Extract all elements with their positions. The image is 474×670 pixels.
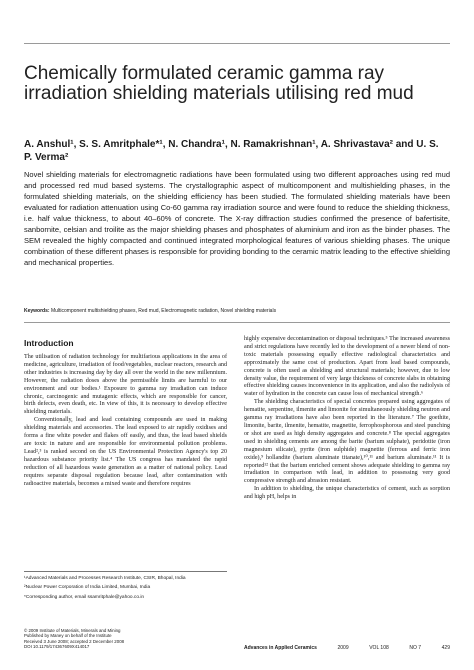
keywords-label: Keywords: — [24, 308, 50, 314]
footnote-corresponding-author: *Corresponding author, email ssamritphale@yahoo.co.in — [24, 594, 145, 600]
journal-number: NO 7 — [409, 645, 422, 651]
footnotes — [24, 576, 227, 604]
keywords-text: Multicomponent multishielding phases, Red mud, Electromagnetic radiation, Novel shielding materials — [50, 308, 277, 314]
section-rule — [24, 322, 450, 323]
body-paragraph: The shielding characteristics of special concretes prepared using aggregates of hematite, serpentine, ilmenite and limonite for simultaneously shielding neutron and gamma ray irradiations have also been reported in the literature.⁷ The goethite, limonite, barite, ilmenite, hematite, magnetite, ferrophosphorous and steel punching or shot are used as high density aggregates and concrete.⁸ The special aggregates used in shielding cements are among the barite (barium sulphate), peridotite (iron magnesium silicate), pyrite (iron sulphide) magnetite (ferrous and ferric iron oxide),⁹ hollandite (barium aluminate titanate),¹⁰,¹¹ and barium aluminate.¹¹ It is reported¹² that the barium enriched cement shows adequate shielding to gamma ray irradiation in comparison with lead, in addition to possessing very good compressive strength and abrasion resistant. — [244, 399, 450, 485]
right-column — [244, 336, 450, 502]
intro-paragraph: Conventionally, lead and lead containing compounds are used in making shielding materials and accessories. The lead exposed to air rapidly oxidises and forms a fine white powder and flakes off easily, and thus, the lead based shields are toxic in nature and are responsible for environmental pollution problems. Lead²,³ is ranked second on the US Environmental Protection Agency's top 20 hazardous substance priority list.⁴ The US congress has mandated the rapid reduction of all hazardous waste generation as a matter of national policy. Lead requires separate disposal regulation because lead, after contamination with radioactive materials, becomes a mixed waste and therefore requires — [24, 417, 227, 487]
article-title: Chemically formulated ceramic gamma ray irradiation shielding materials utilising red mud — [24, 63, 414, 104]
introduction-heading: Introduction — [24, 338, 74, 348]
keywords — [24, 308, 450, 315]
left-column — [24, 338, 227, 488]
journal-year: 2009 — [337, 645, 349, 651]
journal-footer — [244, 645, 450, 652]
journal-name: Advances in Applied Ceramics — [244, 645, 317, 651]
copyright-line: © 2009 Institute of Materials, Minerals and Mining — [24, 628, 121, 633]
footnote-affiliation: ¹Advanced Materials and Processes Research Institute, CSIR, Bhopal, India — [24, 576, 186, 581]
copyright-block — [24, 628, 227, 650]
intro-paragraph: The utilisation of radiation technology for multifarious applications in the area of medicine, agriculture, irradiation of food/vegetables, nuclear reactors, research and other industries is increasing day by day all over the world in the new millennium. However, the radiation doses above the permissible limits are harmful to our environment and our bodies.¹ Exposure to gamma ray irradiation can induce chronic, carcinogenic and mutagenic effects, which are responsible for cancer, birth defects, even death, etc. In view of this, it is necessary to develop effective shielding materials. — [24, 354, 227, 416]
footnote-rule — [24, 571, 227, 572]
journal-volume: VOL 108 — [369, 645, 389, 651]
author-list: A. Anshul¹, S. S. Amritphale*¹, N. Chandra¹, N. Ramakrishnan¹, A. Shrivastava² and U. S. P. Verma² — [24, 139, 439, 163]
body-paragraph: In addition to shielding, the unique characteristics of cement, such as sorption and high pH, helps in — [244, 486, 450, 501]
doi-line: DOI 10.1179/174367609X414017 — [24, 644, 90, 650]
abstract: Novel shielding materials for electromagnetic radiations have been formulated using two different approaches using red mud and processed red mud based systems. The crystallographic aspect of multicomponent and multishielding phases, in the formulated shielding materials, on the shielding efficiency has been studied. The formulated shielding materials have been evaluated for radiation attenuation using Co-60 gamma ray irradiation source and were found to reduce the shielding thickness, i.e. half value thickness, to about 40–60% of concrete. The X-ray diffraction studies confirmed the presence of bafertisite, sanbornite, celsian and troilite as the major shielding phases and phosphates of aluminium and iron as the binder phases. The SEM revealed the highly compacted and continued integrated morphological features of various shielding phases. The unique combination of these different phases is responsible for providing bonding to the ceramic matrix leading to the effective shielding and mechanical properties. — [24, 170, 450, 267]
publisher-line: Published by Maney on behalf of the Institute — [24, 633, 112, 639]
footnote-affiliation: ²Nuclear Power Corporation of India Limited, Mumbai, India — [24, 585, 151, 591]
page-number: 429 — [441, 645, 450, 651]
received-line: Received 3 June 2008; accepted 2 December 2008 — [24, 638, 125, 644]
body-paragraph: highly expensive decontamination or disposal techniques.⁵ The increased awareness and strict regulations have recently led to the development of a newer blend of non-toxic materials possessing equally effective radiological characteristics and approximately the same cost of production. Apart from lead based compounds, concrete is often used as shielding and structural materials; however, due to low density value, the requirement of very large thickness of concrete slabs in obtaining effective shielding causes inconvenience in its application, and also the radiolysis of water of hydration in the concrete can cause loss of mechanical strength.⁶ — [244, 336, 450, 398]
top-rule — [24, 43, 450, 44]
